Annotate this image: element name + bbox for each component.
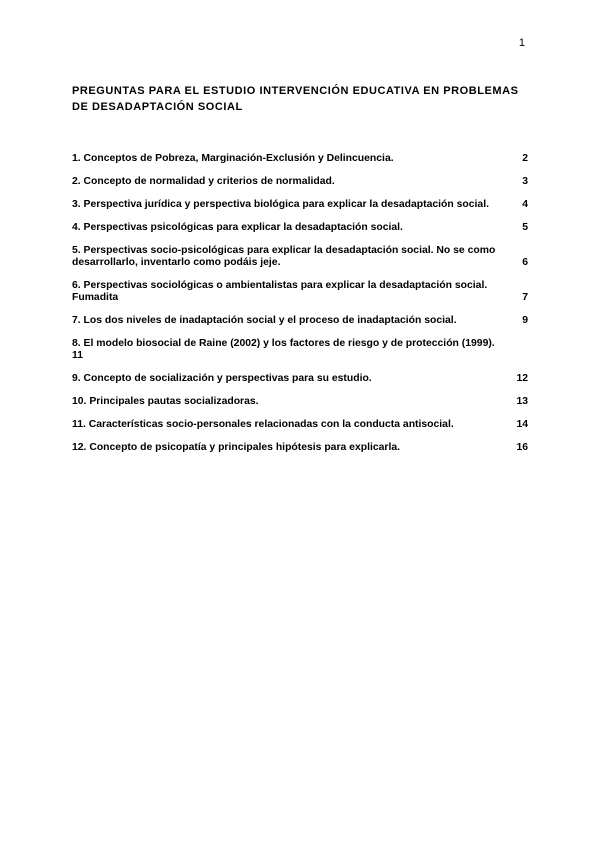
toc-entry-9[interactable] [72, 373, 528, 385]
toc-entry-page: 14 [516, 419, 528, 430]
toc-entry-page: 4 [522, 199, 528, 210]
toc-entry-text: 7. Los dos niveles de inadaptación social y el proceso de inadaptación social. [72, 315, 457, 326]
toc-entry-page: 13 [516, 396, 528, 407]
table-of-contents [72, 153, 528, 465]
toc-entry-text: 5. Perspectivas socio-psicológicas para explicar la desadaptación social. No se como desarrollarlo, inventarlo como podáis jeje. [72, 245, 496, 268]
toc-entry-text: 9. Concepto de socialización y perspectivas para su estudio. [72, 373, 372, 384]
toc-entry-1[interactable] [72, 153, 528, 165]
toc-entry-text: 1. Conceptos de Pobreza, Marginación-Exclusión y Delincuencia. [72, 153, 394, 164]
toc-entry-4[interactable] [72, 222, 528, 234]
toc-entry-10[interactable] [72, 396, 528, 408]
toc-entry-page: 2 [522, 153, 528, 164]
toc-entry-text: 11. Características socio-personales relacionadas con la conducta antisocial. [72, 419, 454, 430]
toc-entry-text: 2. Concepto de normalidad y criterios de normalidad. [72, 176, 335, 187]
toc-entry-11[interactable] [72, 419, 528, 431]
toc-entry-page: 3 [522, 176, 528, 187]
toc-entry-8[interactable] [72, 338, 528, 362]
toc-entry-7[interactable] [72, 315, 528, 327]
toc-entry-page: 9 [522, 315, 528, 326]
toc-entry-6[interactable] [72, 280, 528, 304]
toc-entry-page: 16 [516, 442, 528, 453]
toc-entry-page: 7 [522, 292, 528, 303]
toc-entry-text: 10. Principales pautas socializadoras. [72, 396, 259, 407]
page-number: 1 [518, 37, 525, 49]
toc-entry-page: 5 [522, 222, 528, 233]
toc-entry-text: 8. El modelo biosocial de Raine (2002) y los factores de riesgo y de protección (1999). [72, 338, 495, 349]
toc-entry-page: 12 [516, 373, 528, 384]
toc-entry-text: 12. Concepto de psicopatía y principales hipótesis para explicarla. [72, 442, 400, 453]
toc-entry-text: 4. Perspectivas psicológicas para explicar la desadaptación social. [72, 222, 403, 233]
toc-entry-text: 6. Perspectivas sociológicas o ambientalistas para explicar la desadaptación social. Fumadita [72, 280, 488, 303]
toc-entry-3[interactable] [72, 199, 528, 211]
toc-entry-page: 6 [522, 257, 528, 268]
toc-entry-page: 11 [72, 350, 83, 361]
document-title: PREGUNTAS PARA EL ESTUDIO INTERVENCIÓN EDUCATIVA EN PROBLEMAS DE DESADAPTACIÓN SOCIAL [72, 85, 519, 113]
toc-entry-2[interactable] [72, 176, 528, 188]
toc-entry-5[interactable] [72, 245, 528, 269]
toc-entry-12[interactable] [72, 442, 528, 454]
toc-entry-text: 3. Perspectiva jurídica y perspectiva biológica para explicar la desadaptación social. [72, 199, 489, 210]
